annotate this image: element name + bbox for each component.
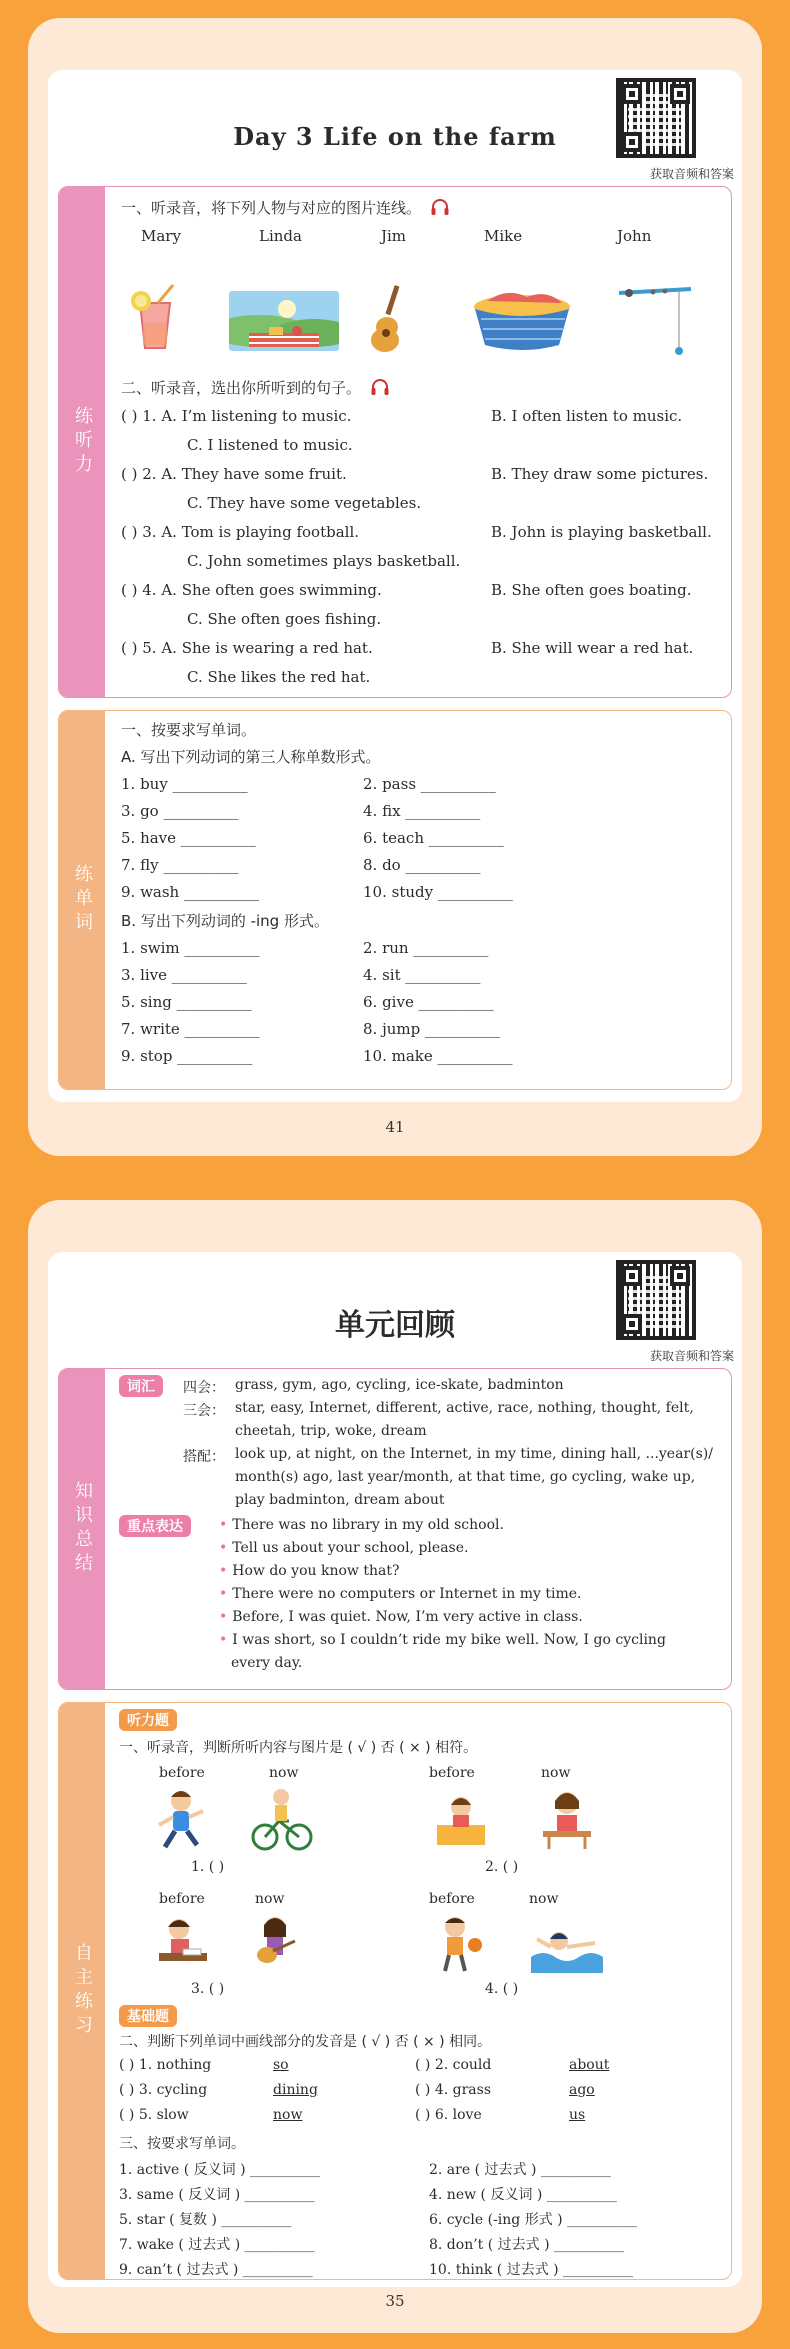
pron-compare-word: dining <box>273 2082 318 2098</box>
girl-reading-image <box>431 1791 491 1855</box>
practice-question-2: 二、判断下列单词中画线部分的发音是 ( √ ) 否 ( × ) 相同。 <box>119 2034 492 2050</box>
word-item: 6. give __________ <box>363 993 494 1011</box>
girl-desk-image <box>537 1787 597 1855</box>
item-5-a: ( ) 5. A. She is wearing a red hat. <box>121 639 373 657</box>
qr-caption: 获取音频和答案 <box>649 1349 734 1363</box>
dapei-text: look up, at night, on the Internet, in my time, dining hall, ...year(s)/ <box>235 1446 713 1462</box>
basic-badge: 基础题 <box>119 2005 177 2027</box>
headphone-icon[interactable] <box>370 378 390 400</box>
item-5-c: C. She likes the red hat. <box>187 668 371 686</box>
dapei-text: play badminton, dream about <box>235 1492 445 1508</box>
word-item: 1. swim __________ <box>121 939 260 957</box>
item-4-b: B. She often goes boating. <box>491 581 692 599</box>
name-mike: Mike <box>484 227 523 245</box>
boy-ball-image <box>429 1913 489 1979</box>
picture-answer-1[interactable]: 1. ( ) <box>191 1859 225 1875</box>
question-1: 一、听录音，将下列人物与对应的图片连线。 <box>121 197 450 220</box>
label-before: before <box>159 1765 205 1781</box>
words-question: 一、按要求写单词。 <box>121 721 257 739</box>
key-sentence: • Before, I was quiet. Now, I’m very active in class. <box>219 1609 583 1625</box>
page-number: 35 <box>385 2292 405 2310</box>
practice-question-3: 三、按要求写单词。 <box>119 2136 245 2152</box>
name-jim: Jim <box>381 227 407 245</box>
label-before: before <box>159 1891 205 1907</box>
words-part-b-heading: B. 写出下列动词的 -ing 形式。 <box>121 912 329 930</box>
item-3-c: C. John sometimes plays basketball. <box>187 552 461 570</box>
dapei-label: 搭配： <box>183 1449 225 1465</box>
juice-drink-image <box>125 283 185 357</box>
dapei-text: month(s) ago, last year/month, at that time, go cycling, wake up, <box>235 1469 696 1485</box>
item-5-b: B. She will wear a red hat. <box>491 639 694 657</box>
word-item: 4. sit __________ <box>363 966 481 984</box>
word-item: 8. do __________ <box>363 856 481 874</box>
item-4-c: C. She often goes fishing. <box>187 610 382 628</box>
listening-section <box>58 186 732 698</box>
item-2-b: B. They draw some pictures. <box>491 465 709 483</box>
item-3-a: ( ) 3. A. Tom is playing football. <box>121 523 360 541</box>
word-item: 1. buy __________ <box>121 775 248 793</box>
name-linda: Linda <box>259 227 302 245</box>
item-1-b: B. I often listen to music. <box>491 407 683 425</box>
word-item: 9. stop __________ <box>121 1047 253 1065</box>
practice-section <box>58 1702 732 2280</box>
section-tab-listening: 练听力 <box>59 187 105 697</box>
picture-answer-2[interactable]: 2. ( ) <box>485 1859 519 1875</box>
headphone-icon[interactable] <box>430 198 450 220</box>
words-part-a-heading: A. 写出下列动词的第三人称单数形式。 <box>121 748 381 766</box>
pron-item: ( ) 4. grass <box>415 2082 492 2098</box>
item-4-a: ( ) 4. A. She often goes swimming. <box>121 581 382 599</box>
pron-item: ( ) 5. slow <box>119 2107 189 2123</box>
words-section <box>58 710 732 1090</box>
girl-drawing-image <box>153 1913 213 1979</box>
item-3-b: B. John is playing basketball. <box>491 523 712 541</box>
picture-answer-3[interactable]: 3. ( ) <box>191 1981 225 1997</box>
write-item: 2. are ( 过去式 ) __________ <box>429 2162 611 2178</box>
guitar-image <box>369 283 409 357</box>
picnic-image <box>229 291 339 355</box>
section-tab-practice: 自主练习 <box>59 1703 105 2279</box>
si-label: 四会： <box>183 1380 225 1396</box>
key-sentence: • Tell us about your school, please. <box>219 1540 468 1556</box>
write-item: 3. same ( 反义词 ) __________ <box>119 2187 315 2203</box>
word-item: 4. fix __________ <box>363 802 481 820</box>
word-item: 5. have __________ <box>121 829 256 847</box>
write-item: 6. cycle (-ing 形式 ) __________ <box>429 2212 638 2228</box>
fishing-rod-image <box>615 279 695 363</box>
pron-item: ( ) 1. nothing <box>119 2057 212 2073</box>
word-item: 6. teach __________ <box>363 829 504 847</box>
san-label: 三会： <box>183 1403 225 1419</box>
word-item: 5. sing __________ <box>121 993 252 1011</box>
write-item: 10. think ( 过去式 ) __________ <box>429 2262 634 2278</box>
word-item: 10. make __________ <box>363 1047 513 1065</box>
label-before: before <box>429 1891 475 1907</box>
page-35 <box>28 1200 762 2333</box>
qr-code[interactable] <box>616 1260 696 1340</box>
pron-compare-word: so <box>273 2057 289 2073</box>
write-item: 7. wake ( 过去式 ) __________ <box>119 2237 315 2253</box>
pron-item: ( ) 2. could <box>415 2057 492 2073</box>
write-item: 5. star ( 复数 ) __________ <box>119 2212 292 2228</box>
laundry-basket-image <box>467 287 577 357</box>
knowledge-section <box>58 1368 732 1690</box>
page-41 <box>28 18 762 1156</box>
name-john: John <box>617 227 652 245</box>
word-item: 7. fly __________ <box>121 856 239 874</box>
listening-badge: 听力题 <box>119 1709 177 1731</box>
write-item: 9. can’t ( 过去式 ) __________ <box>119 2262 313 2278</box>
label-now: now <box>529 1891 559 1907</box>
page-title: Day 3 Life on the farm <box>233 122 557 151</box>
boy-cycling-image <box>249 1787 315 1857</box>
word-item: 3. live __________ <box>121 966 247 984</box>
item-1-c: C. I listened to music. <box>187 436 353 454</box>
question-2: 二、听录音，选出你所听到的句子。 <box>121 377 390 400</box>
write-item: 8. don’t ( 过去式 ) __________ <box>429 2237 625 2253</box>
girl-guitar-image <box>245 1913 305 1979</box>
key-sentence: • There was no library in my old school. <box>219 1517 504 1533</box>
item-2-a: ( ) 2. A. They have some fruit. <box>121 465 347 483</box>
si-text: grass, gym, ago, cycling, ice-skate, badminton <box>235 1377 564 1393</box>
pron-compare-word: now <box>273 2107 303 2123</box>
page-number: 41 <box>385 1118 405 1136</box>
key-sentence: • I was short, so I couldn’t ride my bike well. Now, I go cycling <box>219 1632 666 1648</box>
san-text: cheetah, trip, woke, dream <box>235 1423 427 1439</box>
name-mary: Mary <box>141 227 181 245</box>
worksheet <box>48 70 742 1102</box>
worksheet <box>48 1252 742 2287</box>
pron-compare-word: about <box>569 2057 610 2073</box>
key-sentence: • There were no computers or Internet in my time. <box>219 1586 581 1602</box>
pron-compare-word: ago <box>569 2082 595 2098</box>
pron-item: ( ) 6. love <box>415 2107 482 2123</box>
write-item: 4. new ( 反义词 ) __________ <box>429 2187 617 2203</box>
boy-running-image <box>149 1787 209 1857</box>
boy-swimming-image <box>529 1917 605 1977</box>
word-item: 2. run __________ <box>363 939 489 957</box>
word-item: 7. write __________ <box>121 1020 260 1038</box>
word-item: 8. jump __________ <box>363 1020 500 1038</box>
word-item: 10. study __________ <box>363 883 513 901</box>
key-sentence-continued: every day. <box>231 1655 303 1671</box>
label-now: now <box>255 1891 285 1907</box>
write-item: 1. active ( 反义词 ) __________ <box>119 2162 321 2178</box>
picture-answer-4[interactable]: 4. ( ) <box>485 1981 519 1997</box>
section-tab-words: 练单词 <box>59 711 105 1089</box>
label-now: now <box>269 1765 299 1781</box>
section-tab-knowledge: 知识总结 <box>59 1369 105 1689</box>
item-1-a: ( ) 1. A. I’m listening to music. <box>121 407 352 425</box>
pron-item: ( ) 3. cycling <box>119 2082 208 2098</box>
key-sentence: • How do you know that? <box>219 1563 399 1579</box>
item-2-c: C. They have some vegetables. <box>187 494 422 512</box>
san-text: star, easy, Internet, different, active, race, nothing, thought, felt, <box>235 1400 694 1416</box>
page-title: 单元回顾 <box>335 1308 455 1343</box>
label-before: before <box>429 1765 475 1781</box>
qr-caption: 获取音频和答案 <box>649 167 734 181</box>
label-now: now <box>541 1765 571 1781</box>
qr-code[interactable] <box>616 78 696 158</box>
word-item: 2. pass __________ <box>363 775 496 793</box>
key-expressions-badge: 重点表达 <box>119 1515 191 1537</box>
word-item: 3. go __________ <box>121 802 239 820</box>
word-item: 9. wash __________ <box>121 883 259 901</box>
pron-compare-word: us <box>569 2107 586 2123</box>
vocab-badge: 词汇 <box>119 1375 163 1397</box>
practice-question-1: 一、听录音，判断所听内容与图片是 ( √ ) 否 ( × ) 相符。 <box>119 1740 478 1756</box>
